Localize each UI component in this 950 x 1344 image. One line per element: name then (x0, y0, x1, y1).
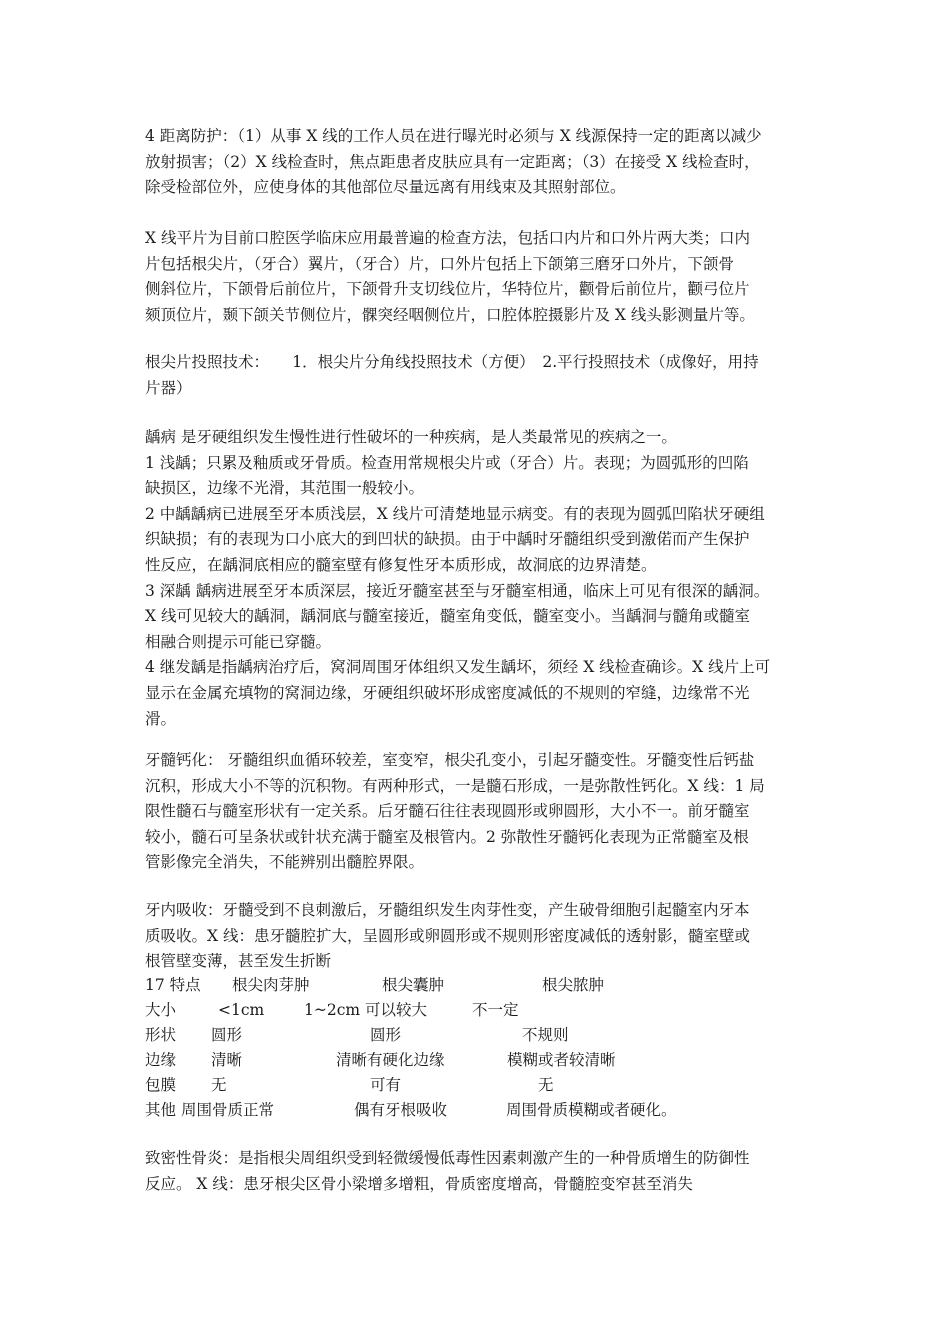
table-cell: 边缘 (145, 1051, 177, 1069)
text-line: 缺损区，边缘不光滑，其范围一般较小。 (145, 479, 425, 498)
paragraph-pulp-calcification (145, 748, 813, 876)
text-line: 侧斜位片，下颌骨后前位片，下颌骨升支切线位片，华特位片，颧骨后前位片，颧弓位片 (145, 280, 750, 299)
text-line: 1 浅龋；只累及釉质或牙骨质。检查用常规根尖片或（牙合）片。表现；为圆弧形的凹陷 (145, 453, 749, 472)
paragraph-distance-protection (145, 124, 813, 201)
text-line: 龋病 是牙硬组织发生慢性进行性破坏的一种疾病，是人类最常见的疾病之一。 (145, 428, 677, 446)
text-line: X 线可见较大的龋洞，龋洞底与髓室接近，髓室角变低，髓室变小。当龋洞与髓角或髓室 (145, 607, 750, 626)
text-line: 除受检部位外，应使身体的其他部位尽量远离有用线束及其照射部位。 (145, 178, 626, 197)
table-cell: 形状 (145, 1026, 177, 1044)
table-cell: 可有 (370, 1076, 402, 1094)
text-line: 3 深龋 龋病进展至牙本质深层，接近牙髓室甚至与牙髓室相通，临床上可见有很深的龋洞。 (145, 581, 770, 600)
text-line: 织缺损；有的表现为口小底大的到凹状的缺损。由于中龋时牙髓组织受到激偌而产生保护 (145, 530, 750, 549)
table-cell: 圆形 (370, 1026, 402, 1044)
table-cell: 大小 (145, 1001, 177, 1019)
text-line: 滑。 (145, 709, 177, 728)
table-cell: 清晰有硬化边缘 (336, 1051, 445, 1069)
text-line: 限性髓石与髓室形状有一定关系。后牙髓石往往表现圆形或卵圆形，大小不一。前牙髓室 (145, 802, 750, 821)
text-line: 片包括根尖片，（牙合）翼片，（牙合）片，口外片包括上下颌第三磨牙口外片，下颌骨 (145, 254, 735, 273)
text-line: 根尖片投照技术： 1．根尖片分角线投照技术（方便） 2.平行投照技术（成像好，用持 (145, 353, 759, 371)
paragraph-condensing-osteitis (145, 1146, 813, 1197)
table-cell: <1cm (218, 1001, 265, 1019)
table-cell: 无 (538, 1076, 554, 1094)
text-line: 致密性骨炎：是指根尖周组织受到轻微缓慢低毒性因素刺激产生的一种骨质增生的防御性 (145, 1149, 750, 1167)
table-cell: 周围骨质模糊或者硬化。 (506, 1101, 677, 1119)
text-line: 4 距离防护：（1）从事 X 线的工作人员在进行曝光时必须与 X 线源保持一定的距离以减少 (145, 127, 762, 145)
table-cell: 清晰 (211, 1051, 243, 1069)
table-cell: 偶有牙根吸收 (354, 1101, 448, 1119)
text-line: 颏顶位片，颞下颌关节侧位片，髁突经咽侧位片，口腔体腔摄影片及 X 线头影测量片等。 (145, 305, 755, 324)
table-cell: 其他 (145, 1101, 177, 1119)
text-line: 沉积，形成大小不等的沉积物。有两种形式，一是髓石形成，一是弥散性钙化。X 线：1 局 (145, 776, 765, 795)
text-line: 显示在金属充填物的窝洞边缘，牙硬组织破坏形成密度减低的不规则的窄缝，边缘常不光 (145, 683, 750, 702)
text-line: 牙髓钙化： 牙髓组织血循环较差，室变窄，根尖孔变小，引起牙髓变性。牙髓变性后钙盐 (145, 751, 755, 769)
text-line: 较小，髓石可呈条状或针状充满于髓室及根管内。2 弥散性牙髓钙化表现为正常髓室及根 (145, 827, 749, 846)
text-line: 牙内吸收：牙髓受到不良刺激后，牙髓组织发生肉芽性变，产生破骨细胞引起髓室内牙本 (145, 901, 750, 919)
table-cell: 不一定 (472, 1001, 519, 1019)
text-line: 反应。 X 线：患牙根尖区骨小梁增多增粗，骨质密度增高，骨髓腔变窄甚至消失 (145, 1174, 693, 1193)
table-cell: 根尖囊肿 (382, 976, 445, 994)
paragraph-periapical-projection (145, 350, 813, 401)
text-line: 相融合则提示可能已穿髓。 (145, 632, 332, 651)
table-cell: 圆形 (211, 1026, 243, 1044)
text-line: 4 继发龋是指龋病治疗后，窝洞周围牙体组织又发生龋坏，须经 X 线检查确诊。X 线片上可 (145, 658, 771, 677)
table-cell: 根尖肉芽肿 (232, 976, 310, 994)
table-cell: 包膜 (145, 1076, 177, 1094)
text-line: 片器） (145, 378, 192, 397)
paragraph-caries (145, 425, 813, 732)
table-cell: 无 (211, 1076, 227, 1094)
table-cell: 模糊或者较清晰 (507, 1051, 616, 1069)
table-cell: 17 特点 (145, 976, 201, 994)
paragraph-internal-resorption (145, 898, 813, 975)
text-line: 2 中龋龋病已进展至牙本质浅层，X 线片可清楚地显示病变。有的表现为圆弧凹陷状牙硬组 (145, 504, 765, 523)
text-line: 质吸收。X 线：患牙髓腔扩大，呈圆形或卵圆形或不规则形密度减低的透射影，髓室壁或 (145, 926, 750, 945)
paragraph-xray-plain-film (145, 226, 813, 328)
table-cell: 周围骨质正常 (181, 1101, 275, 1119)
text-line: 性反应，在龋洞底相应的髓室壁有修复性牙本质形成，故洞底的边界清楚。 (145, 555, 657, 574)
text-line: 根管壁变薄，甚至发生折断 (145, 952, 332, 971)
text-line: 放射损害；（2）X 线检查时，焦点距患者皮肤应具有一定距离；（3）在接受 X 线检查时， (145, 152, 760, 171)
table-cell: 不规则 (522, 1026, 569, 1044)
text-line: 管影像完全消失，不能辨别出髓腔界限。 (145, 853, 425, 872)
text-line: X 线平片为目前口腔医学临床应用最普遍的检查方法，包括口内片和口外片两大类；口内 (145, 229, 750, 247)
table-cell: 根尖脓肿 (542, 976, 605, 994)
table-cell: 1~2cm 可以较大 (304, 1001, 428, 1019)
